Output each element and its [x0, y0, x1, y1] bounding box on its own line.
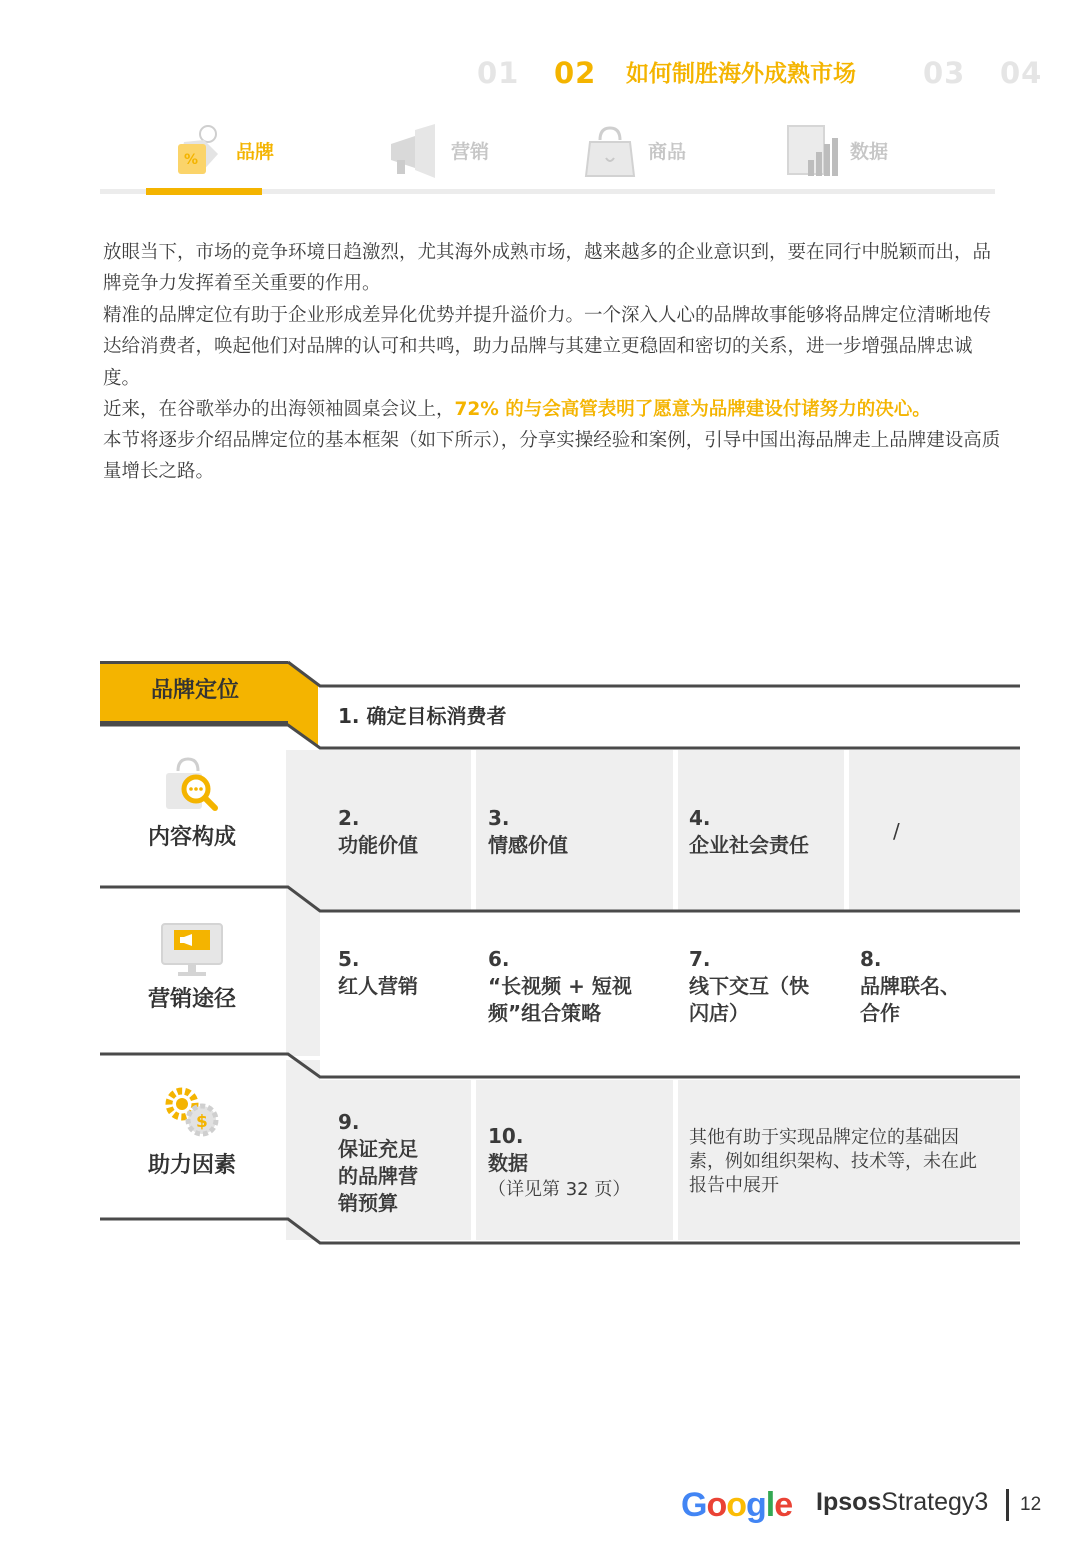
- content-item-2-number: 2.: [338, 806, 360, 830]
- chapter-01[interactable]: 01: [477, 56, 520, 90]
- support-row-rule: [100, 1219, 1020, 1243]
- chapter-04[interactable]: 04: [1000, 56, 1043, 90]
- category-support-label: 助力因素: [147, 1153, 236, 1178]
- ipsos-logo-rest: Strategy3: [881, 1488, 989, 1516]
- support-item-10-text: 数据: [488, 1151, 528, 1175]
- support-item-other: 其他有助于实现品牌定位的基础因素，例如组织架构、技术等，未在此报告中展开: [689, 1127, 977, 1196]
- framework-title: 品牌定位: [150, 678, 239, 703]
- ipsos-logo-bold: Ipsos: [816, 1488, 882, 1516]
- content-item-2-text: 功能价值: [338, 833, 418, 857]
- footer-divider: [1006, 1489, 1009, 1521]
- support-item-10: [488, 1123, 663, 1203]
- tab-product-label: 商品: [648, 140, 687, 163]
- framework-step-1: 1. 确定目标消费者: [338, 704, 507, 728]
- marketing-item-7-text: 线下交互（快闪店）: [689, 974, 809, 1025]
- gears-dollar-icon: [160, 1082, 224, 1146]
- row1-top-rule: [288, 662, 1020, 686]
- content-item-3: [488, 805, 568, 859]
- marketing-item-6-text: “长视频 + 短视频”组合策略: [488, 974, 632, 1025]
- category-content-label: 内容构成: [147, 825, 236, 850]
- support-item-9-number: 9.: [338, 1110, 360, 1134]
- intro-paragraph-4: 本节将逐步介绍品牌定位的基本框架（如下所示），分享实操经验和案例，引导中国出海品牌走上品牌建设高质量增长之路。: [103, 430, 1001, 483]
- marketing-item-7-number: 7.: [689, 947, 711, 971]
- tab-brand-label: 品牌: [236, 140, 275, 163]
- intro-paragraph-1: 放眼当下，市场的竞争环境日趋激烈，尤其海外成熟市场，越来越多的企业意识到，要在同行中脱颖而出，品牌竞争力发挥着至关重要的作用。: [103, 242, 992, 295]
- monitor-megaphone-icon: [160, 918, 224, 982]
- content-item-empty: /: [893, 819, 900, 843]
- bag-magnifier-icon: [160, 755, 224, 819]
- chapter-title: 如何制胜海外成熟市场: [626, 61, 856, 87]
- chapter-02[interactable]: 02: [554, 56, 597, 90]
- row1-bottom-rule: [100, 725, 1020, 748]
- content-item-4-number: 4.: [689, 806, 711, 830]
- marketing-item-5: [338, 946, 458, 1000]
- marketing-item-5-text: 红人营销: [338, 974, 418, 998]
- tab-data-label: 数据: [850, 140, 889, 163]
- ipsos-strategy3-logo: [816, 1488, 988, 1517]
- content-item-3-text: 情感价值: [488, 833, 568, 857]
- intro-paragraph-2: 精准的品牌定位有助于企业形成差异化优势并提升溢价力。一个深入人心的品牌故事能够将品牌定位清晰地传达给消费者，唤起他们对品牌的认可和共鸣，助力品牌与其建立更稳固和密切的关系，进一步增强品牌忠诚度。: [103, 305, 992, 389]
- google-logo: Google: [681, 1486, 793, 1524]
- marketing-item-8-text: 品牌联名、合作: [860, 974, 960, 1025]
- intro-highlight: 72% 的与会高管表明了愿意为品牌建设付诸努力的决心。: [454, 399, 931, 420]
- content-item-3-number: 3.: [488, 806, 510, 830]
- marketing-item-6: [488, 946, 658, 1027]
- marketing-item-8: [860, 946, 975, 1027]
- marketing-item-7: [689, 946, 814, 1027]
- content-row-rule: [100, 887, 1020, 911]
- tab-marketing-label: 营销: [451, 140, 490, 163]
- content-item-2: [338, 805, 418, 859]
- marketing-item-8-number: 8.: [860, 947, 882, 971]
- category-marketing-label: 营销途径: [147, 987, 236, 1012]
- support-item-10-note: （详见第 32 页）: [488, 1179, 631, 1200]
- marketing-row-rule: [100, 1054, 1020, 1077]
- content-item-4-text: 企业社会责任: [689, 833, 809, 857]
- content-item-4: [689, 805, 809, 859]
- support-item-10-number: 10.: [488, 1124, 524, 1148]
- marketing-item-5-number: 5.: [338, 947, 360, 971]
- intro-paragraph-3-lead: 近来，在谷歌举办的出海领袖圆桌会议上，: [103, 399, 455, 420]
- page-number: 12: [1020, 1494, 1042, 1515]
- svg-text:%: %: [184, 152, 199, 168]
- support-item-9-text: 保证充足的品牌营销预算: [338, 1137, 418, 1215]
- support-item-9: [338, 1109, 433, 1217]
- svg-text:$: $: [196, 1112, 208, 1132]
- marketing-item-6-number: 6.: [488, 947, 510, 971]
- chapter-03[interactable]: 03: [923, 56, 966, 90]
